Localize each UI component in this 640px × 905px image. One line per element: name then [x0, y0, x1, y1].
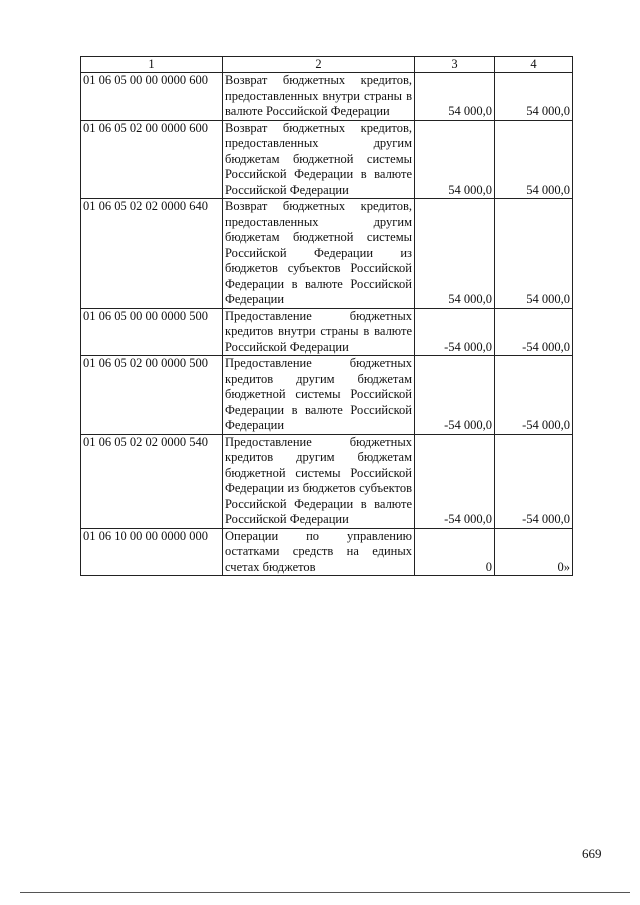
row-value-col4: 54 000,0 — [495, 199, 573, 309]
table-row — [81, 528, 573, 576]
row-code: 01 06 05 00 00 0000 500 — [81, 308, 223, 356]
row-value-col3: -54 000,0 — [415, 434, 495, 528]
row-code: 01 06 05 02 00 0000 600 — [81, 120, 223, 199]
row-value-col4: 0» — [495, 528, 573, 576]
row-code: 01 06 05 02 00 0000 500 — [81, 356, 223, 435]
row-code: 01 06 05 00 00 0000 600 — [81, 73, 223, 121]
row-value-col3: 54 000,0 — [415, 73, 495, 121]
row-value-col3: -54 000,0 — [415, 308, 495, 356]
row-description: Предоставление бюджетных кредитов другим бюджетам бюджетной системы Российской Федерации из бюджетов субъектов Российской Федерации в валюте Российской Федерации — [223, 434, 415, 528]
table-row — [81, 434, 573, 528]
row-code: 01 06 05 02 02 0000 540 — [81, 434, 223, 528]
row-description: Предоставление бюджетных кредитов другим бюджетам бюджетной системы Российской Федерации в валюте Российской Федерации — [223, 356, 415, 435]
header-col-4: 4 — [495, 57, 573, 73]
row-description: Возврат бюджетных кредитов, предоставленных внутри страны в валюте Российской Федерации — [223, 73, 415, 121]
table-row — [81, 120, 573, 199]
row-code: 01 06 10 00 00 0000 000 — [81, 528, 223, 576]
row-code: 01 06 05 02 02 0000 640 — [81, 199, 223, 309]
table-row — [81, 308, 573, 356]
row-description: Возврат бюджетных кредитов, предоставленных другим бюджетам бюджетной системы Российской Федерации в валюте Российской Федерации — [223, 120, 415, 199]
row-value-col4: 54 000,0 — [495, 73, 573, 121]
header-col-3: 3 — [415, 57, 495, 73]
row-value-col4: -54 000,0 — [495, 356, 573, 435]
row-value-col3: 0 — [415, 528, 495, 576]
row-description: Операции по управлению остатками средств на единых счетах бюджетов — [223, 528, 415, 576]
table-row — [81, 356, 573, 435]
row-description: Возврат бюджетных кредитов, предоставленных другим бюджетам бюджетной системы Российской Федерации из бюджетов субъектов Российской Федерации в валюте Российской Федерации — [223, 199, 415, 309]
header-row — [81, 57, 573, 73]
row-value-col4: -54 000,0 — [495, 434, 573, 528]
row-value-col4: 54 000,0 — [495, 120, 573, 199]
row-value-col3: 54 000,0 — [415, 199, 495, 309]
header-col-1: 1 — [81, 57, 223, 73]
budget-table — [80, 56, 573, 576]
row-value-col3: -54 000,0 — [415, 356, 495, 435]
row-description: Предоставление бюджетных кредитов внутри страны в валюте Российской Федерации — [223, 308, 415, 356]
table-row — [81, 73, 573, 121]
row-value-col4: -54 000,0 — [495, 308, 573, 356]
bottom-divider — [20, 892, 630, 893]
table-row — [81, 199, 573, 309]
header-col-2: 2 — [223, 57, 415, 73]
page-number: 669 — [582, 846, 602, 861]
row-value-col3: 54 000,0 — [415, 120, 495, 199]
